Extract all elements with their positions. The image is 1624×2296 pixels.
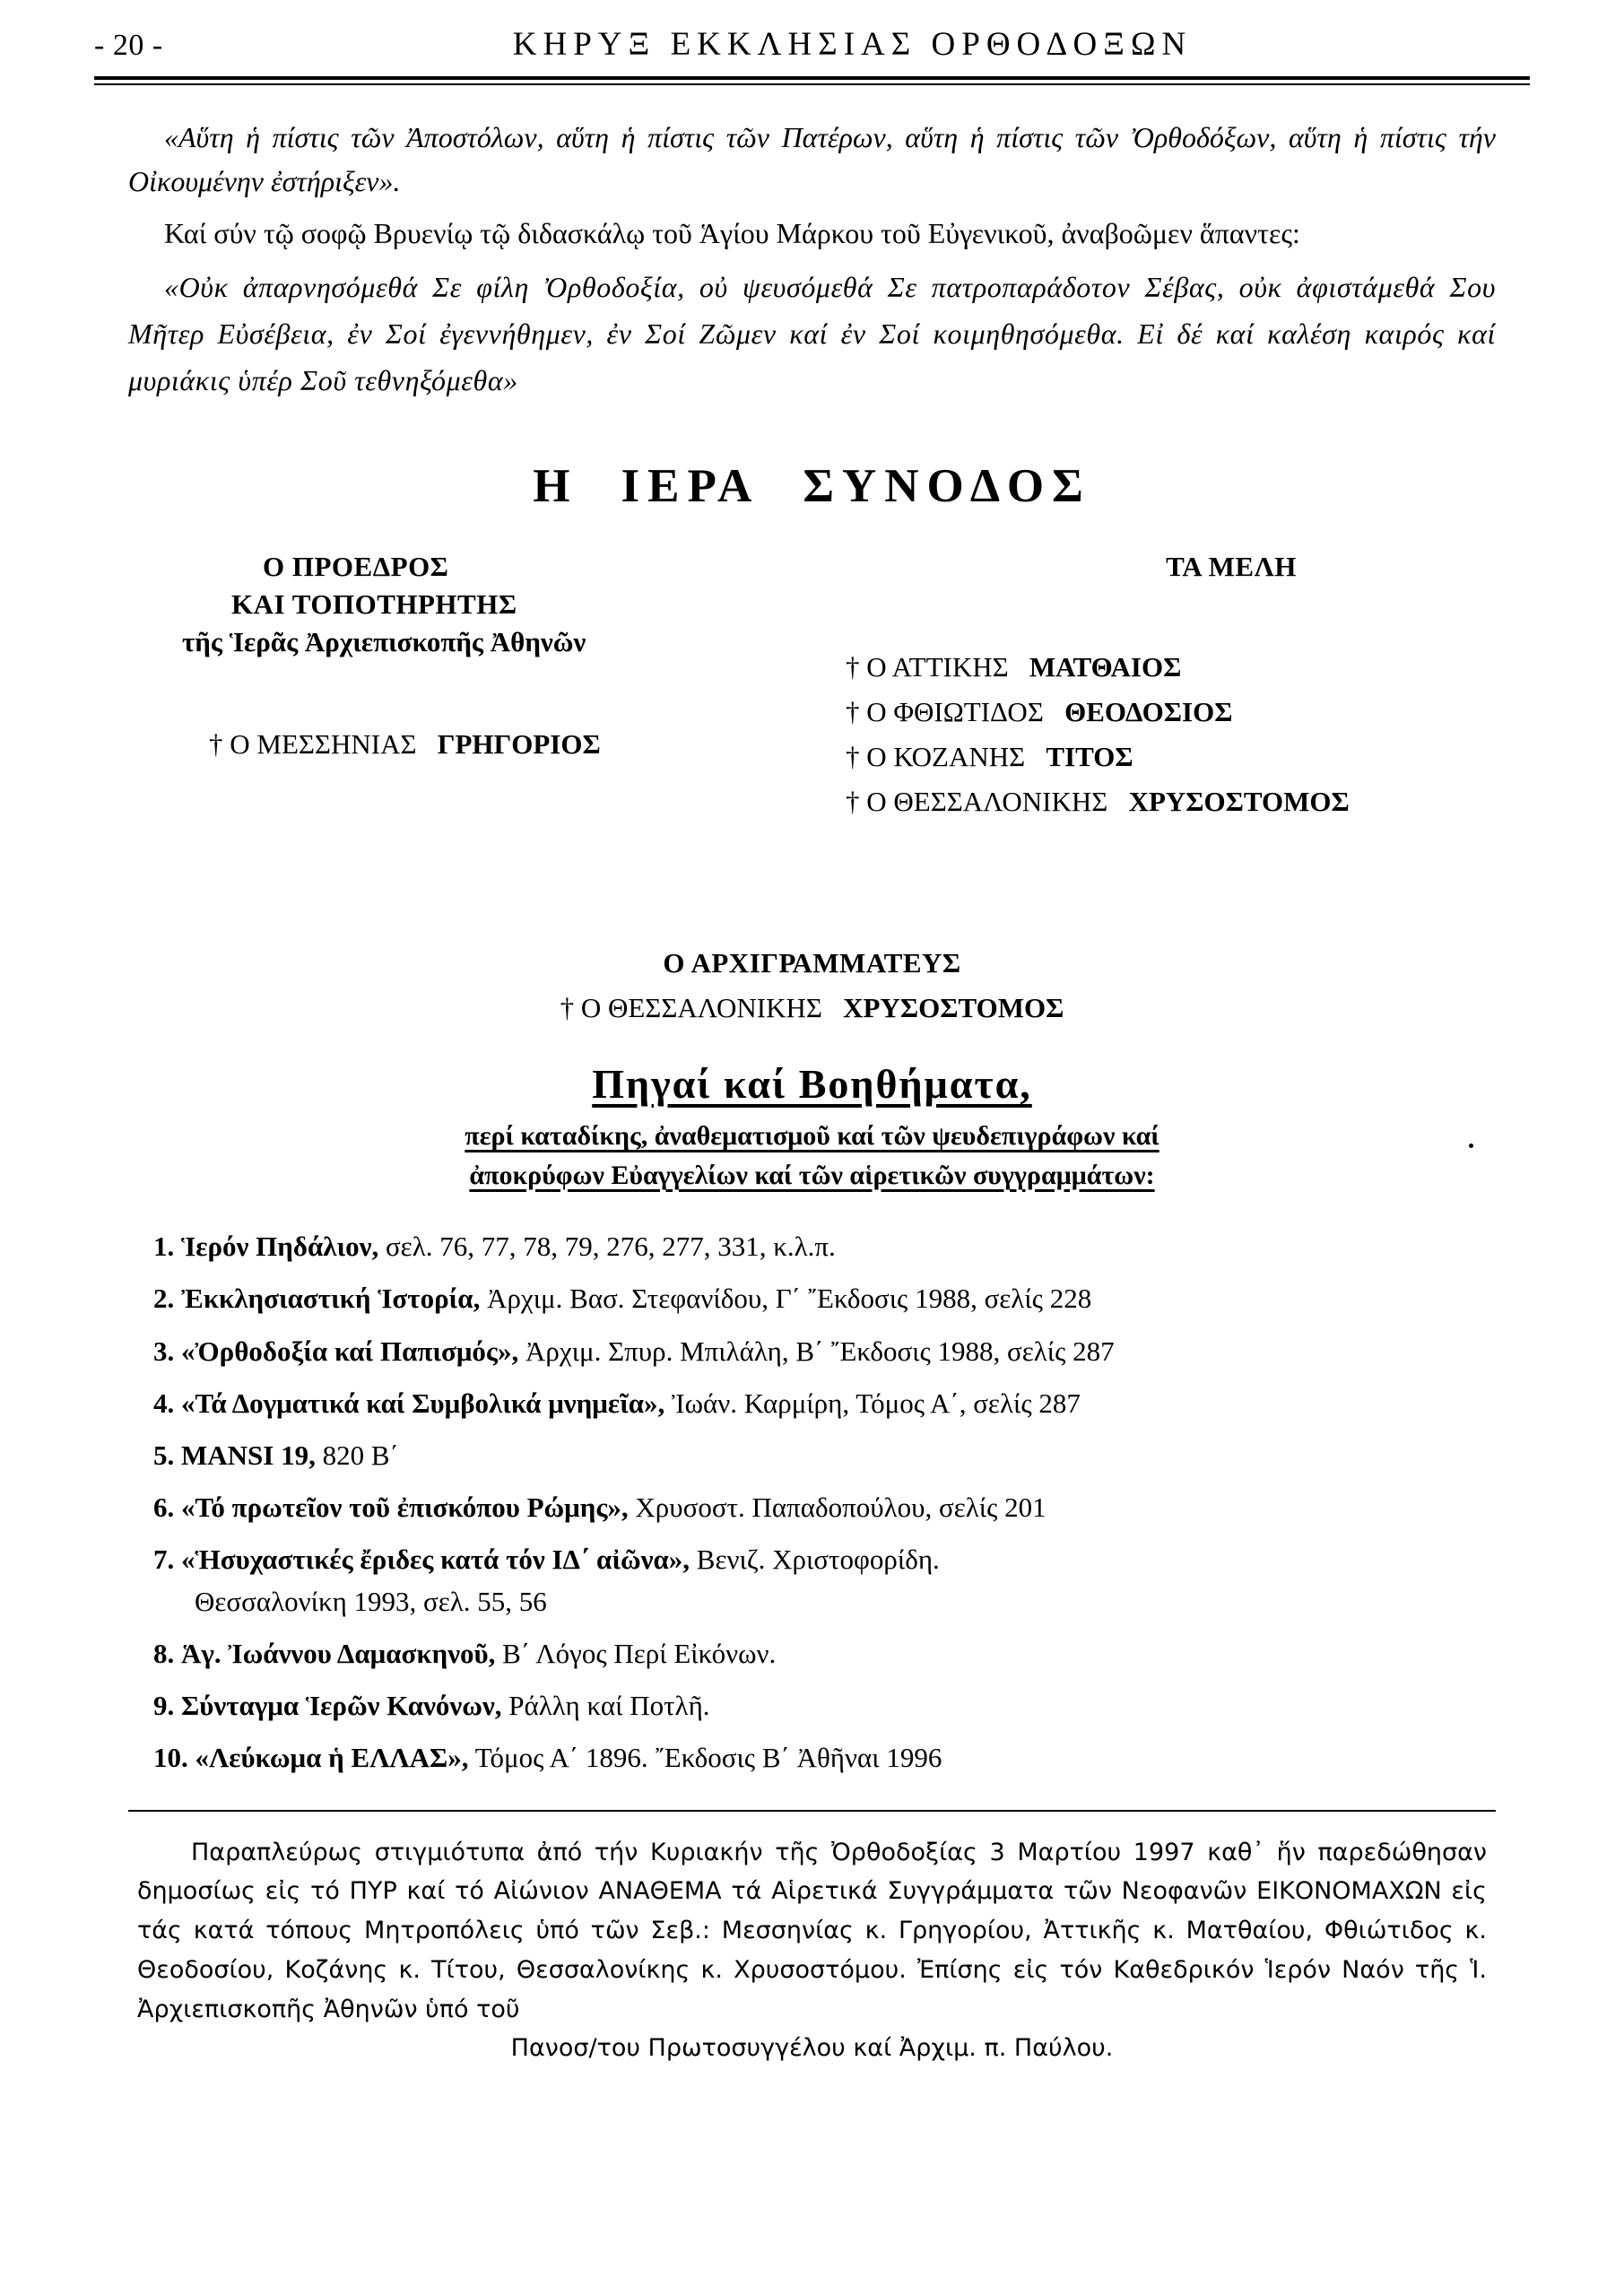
chief-secretary-see: † Ο ΘΕΣΣΑΛΟΝΙΚΗΣ (560, 992, 822, 1024)
sources-subheading (128, 1117, 1496, 1195)
source-detail: Χρυσοστ. Παπαδοπούλου, σελίς 201 (628, 1491, 1046, 1523)
synod-signatories (128, 551, 1496, 927)
member-see: † Ο ΦΘΙΩΤΙΔΟΣ (846, 696, 1044, 728)
member-row (846, 741, 1617, 773)
source-number: 5. (153, 1439, 175, 1471)
source-item (153, 1382, 1496, 1424)
source-number: 10. (153, 1742, 188, 1774)
source-item (153, 1486, 1496, 1528)
member-row (846, 651, 1617, 683)
source-title: Σύνταγμα Ἱερῶν Κανόνων, (181, 1690, 502, 1722)
member-row (846, 786, 1617, 818)
source-detail: 820 Β΄ (315, 1439, 399, 1471)
sources-subheading-line1: περί καταδίκης, ἀναθεματισμοῦ καί τῶν ψευδεπιγράφων καί (465, 1121, 1159, 1152)
page-number: - 20 - (94, 29, 163, 62)
quote-faith-of-apostles: «Αὕτη ἡ πίστις τῶν Ἀποστόλων, αὕτη ἡ πίστις τῶν Πατέρων, αὕτη ἡ πίστις τῶν Ὀρθοδόξων, αὕτη ἡ πίστις τήν Οἰκουμένην ἐστήριξεν». (128, 121, 1496, 197)
journal-title: ΚΗΡΥΞ ΕΚΚΛΗΣΙΑΣ ΟΡΘΟΔΟΞΩΝ (512, 26, 1193, 63)
member-personal-name: ΧΡΥΣΟΣΤΟΜΟΣ (1128, 786, 1350, 818)
member-see: † Ο ΘΕΣΣΑΛΟΝΙΚΗΣ (846, 786, 1108, 818)
source-detail: Τόμος Α΄ 1896. ῎Εκδοσις Β΄ Ἀθῆναι 1996 (468, 1742, 942, 1774)
source-detail: Ἀρχιμ. Σπυρ. Μπιλάλη, Β΄ ῎Εκδοσις 1988, σελίς 287 (518, 1335, 1115, 1367)
chief-secretary-block (128, 947, 1496, 1024)
source-title: «Λεύκωμα ἡ ΕΛΛΑΣ», (195, 1742, 469, 1774)
member-personal-name: ΤΙΤΟΣ (1046, 741, 1133, 773)
source-number: 7. (153, 1544, 175, 1576)
footnote-divider (128, 1810, 1496, 1812)
sources-heading: Πηγαί καί Βοηθήματα, (592, 1061, 1032, 1108)
source-detail: Ἰωάν. Καρμίρη, Τόμος Α΄, σελίς 287 (664, 1387, 1081, 1419)
source-number: 6. (153, 1491, 175, 1523)
source-detail: Β΄ Λόγος Περί Εἰκόνων. (495, 1638, 777, 1670)
source-number: 3. (153, 1335, 175, 1367)
president-label-line2: ΚΑΙ ΤΟΠΟΤΗΡΗΤΗΣ (231, 588, 517, 621)
source-detail-continued: Θεσσαλονίκη 1993, σελ. 55, 56 (195, 1586, 547, 1618)
source-title: «Ὀρθοδοξία καί Παπισμός», (181, 1335, 519, 1367)
footnote-last-line: Πανοσ/του Πρωτοσυγγέλου καί Ἀρχιμ. π. Παύλου. (510, 2034, 1114, 2063)
source-number: 4. (153, 1387, 175, 1419)
member-row (846, 696, 1617, 728)
president-label-line3: τῆς Ἱερᾶς Ἀρχιεπισκοπῆς Ἀθηνῶν (182, 626, 586, 658)
synod-title-part-1: Η (533, 460, 578, 513)
document-content (94, 116, 1530, 2068)
president-see: † Ο ΜΕΣΣΗΝΙΑΣ (209, 728, 417, 761)
source-title: «Τά Δογματικά καί Συμβολικά μνημεῖα», (181, 1387, 665, 1419)
source-title: Ἱερόν Πηδάλιον, (181, 1231, 379, 1263)
stray-ink-mark (1469, 1144, 1473, 1148)
synod-title-part-2: ΙΕΡΑ (621, 460, 760, 513)
source-title: «Τό πρωτεῖον τοῦ ἐπισκόπου Ρώμης», (181, 1491, 629, 1523)
president-personal-name: ΓΡΗΓΟΡΙΟΣ (437, 728, 601, 761)
footnote-text (128, 1833, 1496, 2068)
president-signature (182, 728, 810, 761)
source-item (153, 1225, 1496, 1267)
paragraph-bryennios: Καί σύν τῷ σοφῷ Βρυενίῳ τῷ διδασκάλῳ τοῦ Ἁγίου Μάρκου τοῦ Εὐγενικοῦ, ἀναβοῶμεν ἅπαντες: (164, 217, 1300, 250)
source-title: Ἐκκλησιαστική Ἱστορία, (181, 1283, 481, 1315)
source-number: 8. (153, 1638, 175, 1670)
members-column (846, 551, 1617, 818)
source-title: MANSI 19, (181, 1439, 316, 1471)
source-number: 9. (153, 1690, 175, 1722)
source-number: 1. (153, 1231, 175, 1263)
source-number: 2. (153, 1283, 175, 1315)
quote-orthodoxy-pledge: «Οὐκ ἀπαρνησόμεθά Σε φίλη Ὀρθοδοξία, οὐ ψευσόμεθά Σε πατροπαράδοτον Σέβας, οὐκ ἀφιστάμεθά Σου Μῆτερ Εὐσέβεια, ἐν Σοί ἐγεννήθημεν, ἐν Σοί Ζῶμεν καί ἐν Σοί κοιμηθησόμεθα. Εἰ δέ καί καλέση καιρός καί μυριάκις ὑπέρ Σοῦ τεθνηξόμεθα» (128, 270, 1496, 396)
chief-secretary-personal-name: ΧΡΥΣΟΣΤΟΜΟΣ (843, 992, 1064, 1024)
header-divider (94, 76, 1530, 85)
page-header (94, 0, 1530, 64)
source-item (153, 1277, 1496, 1319)
source-item (153, 1736, 1496, 1779)
member-personal-name: ΘΕΟΔΟΣΙΟΣ (1064, 696, 1233, 728)
synod-title-part-3: ΣΥΝΟΔΟΣ (803, 460, 1091, 513)
footnote-body: Παραπλεύρως στιγμιότυπα ἀπό τήν Κυριακήν τῆς Ὀρθοδοξίας 3 Μαρτίου 1997 καθ᾿ ἥν παρεδώθησαν δημοσίως εἰς τό ΠΥΡ καί τό Αἰώνιον ΑΝΑΘΕΜΑ τά Αἱρετικά Συγγράμματα τῶν Νεοφανῶν ΕΙΚΟΝΟΜΑΧΩΝ εἰς τάς κατά τόπους Μητροπόλεις ὑπό τῶν Σεβ.: Μεσσηνίας κ. Γρηγορίου, Ἀττικῆς κ. Ματθαίου, Φθιώτιδος κ. Θεοδοσίου, Κοζάνης κ. Τίτου, Θεσσαλονίκης κ. Χρυσοστόμου. Ἐπίσης εἰς τόν Καθεδρικόν Ἱερόν Ναόν τῆς Ἱ. Ἀρχιεπισκοπῆς Ἀθηνῶν ὑπό τοῦ (137, 1838, 1487, 2023)
source-detail: Ἀρχιμ. Βασ. Στεφανίδου, Γ΄ ῎Εκδοσις 1988, σελίς 228 (480, 1283, 1092, 1315)
member-see: † Ο ΚΟΖΑΝΗΣ (846, 741, 1026, 773)
source-item (153, 1434, 1496, 1476)
member-personal-name: ΜΑΤΘΑΙΟΣ (1029, 651, 1182, 683)
sources-subheading-line2: ἀποκρύφων Εὐαγγελίων καί τῶν αἱρετικῶν συγγραμμάτων: (469, 1160, 1155, 1190)
sources-list (128, 1225, 1496, 1779)
holy-synod-title (128, 459, 1496, 513)
members-label: ΤΑ ΜΕΛΗ (1166, 551, 1297, 583)
president-column (182, 551, 810, 761)
source-item (153, 1684, 1496, 1726)
source-item (153, 1330, 1496, 1372)
member-see: † Ο ΑΤΤΙΚΗΣ (846, 651, 1009, 683)
source-detail: σελ. 76, 77, 78, 79, 276, 277, 331, κ.λ.π. (378, 1231, 836, 1263)
chief-secretary-signature (128, 992, 1496, 1024)
source-title: «Ἡσυχαστικές ἔριδες κατά τόν ΙΔ΄ αἰῶνα», (181, 1544, 690, 1576)
source-detail: Ράλλη καί Ποτλῆ. (501, 1690, 710, 1722)
source-detail: Βενιζ. Χριστοφορίδη. (690, 1544, 940, 1576)
source-title: Ἁγ. Ἰωάννου Δαμασκηνοῦ, (181, 1638, 496, 1670)
chief-secretary-label: Ο ΑΡΧΙΓΡΑΜΜΑΤΕΥΣ (663, 947, 961, 979)
source-item (153, 1632, 1496, 1674)
president-label-line1: Ο ΠΡΟΕΔΡΟΣ (263, 551, 449, 583)
sources-heading-block (128, 1060, 1496, 1195)
source-item (153, 1538, 1496, 1622)
